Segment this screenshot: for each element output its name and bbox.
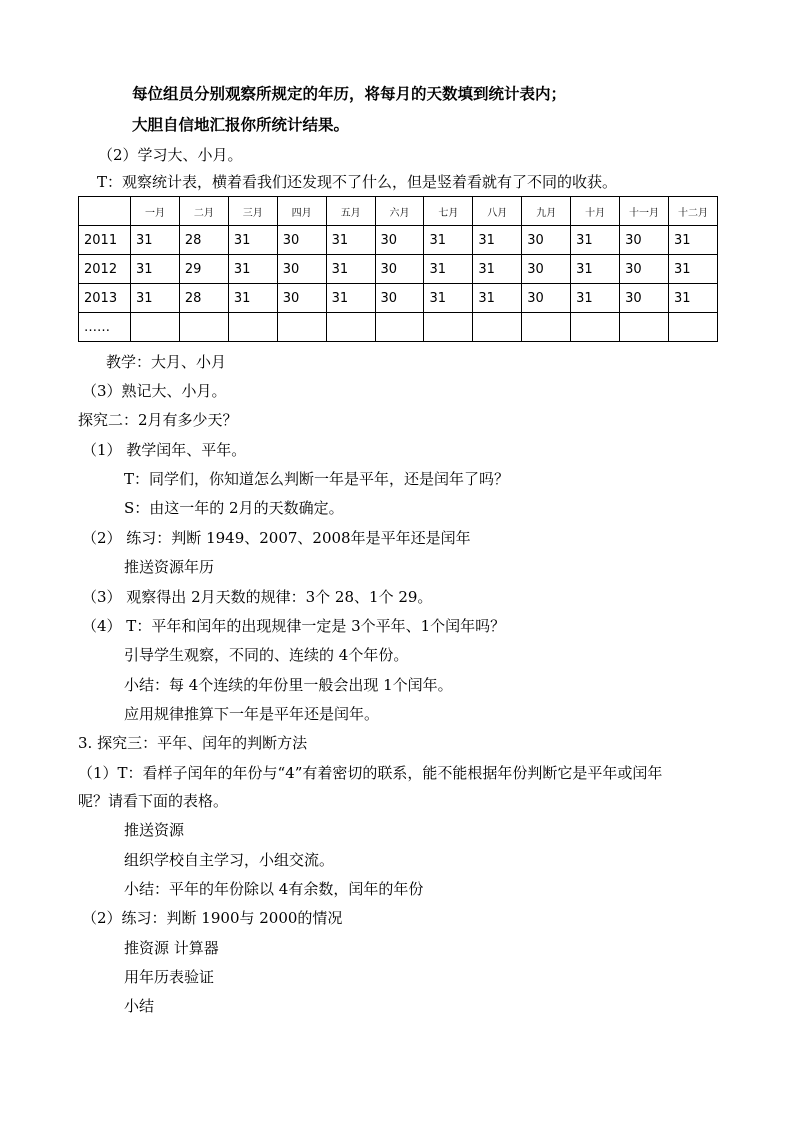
day-count-cell: 28: [179, 226, 228, 255]
month-header-cell: 四月: [277, 197, 326, 226]
day-count-cell: 31: [571, 255, 620, 284]
day-count-cell: 30: [375, 284, 424, 313]
day-count-cell: 31: [131, 255, 180, 284]
day-count-cell: 30: [620, 255, 669, 284]
text-line: 呢？请看下面的表格。: [78, 792, 229, 810]
day-count-cell: 31: [473, 226, 522, 255]
month-header-cell: 二月: [179, 197, 228, 226]
month-header-cell: 三月: [228, 197, 277, 226]
month-header-cell: 一月: [131, 197, 180, 226]
day-count-cell: [277, 313, 326, 342]
day-count-cell: 31: [668, 226, 717, 255]
month-header-cell: 五月: [326, 197, 375, 226]
day-count-cell: 31: [668, 255, 717, 284]
teacher-line: （1）T：看样子闰年的年份与“4”有着密切的联系，能不能根据年份判断它是平年或闰年: [78, 764, 663, 782]
day-count-cell: 30: [620, 284, 669, 313]
day-count-cell: [131, 313, 180, 342]
day-count-cell: [473, 313, 522, 342]
text-line: 用年历表验证: [124, 968, 215, 986]
text-line: 推送资源年历: [124, 558, 215, 576]
day-count-cell: 31: [326, 255, 375, 284]
day-count-cell: 30: [375, 226, 424, 255]
day-count-cell: 31: [473, 255, 522, 284]
year-cell: 2013: [79, 284, 131, 313]
table-row: [79, 284, 718, 313]
day-count-cell: 30: [620, 226, 669, 255]
summary-line: 小结：每 4个连续的年份里一般会出现 1个闰年。: [124, 676, 453, 694]
text-line: 应用规律推算下一年是平年还是闰年。: [124, 705, 380, 723]
step-heading: （3） 观察得出 2月天数的规律：3个 28、1个 29。: [82, 588, 433, 606]
day-count-cell: 31: [668, 284, 717, 313]
day-count-cell: 31: [571, 226, 620, 255]
table-row: [79, 226, 718, 255]
day-count-cell: 30: [522, 255, 571, 284]
text-line: 组织学校自主学习，小组交流。: [124, 851, 335, 869]
teacher-line: T：观察统计表，横着看我们还发现不了什么，但是竖着看就有了不同的收获。: [97, 173, 618, 191]
table-corner-cell: [79, 197, 131, 226]
table-row: [79, 255, 718, 284]
day-count-cell: [179, 313, 228, 342]
day-count-cell: [424, 313, 473, 342]
step-heading: （3）熟记大、小月。: [82, 382, 227, 400]
day-count-cell: 31: [473, 284, 522, 313]
day-count-cell: 30: [277, 255, 326, 284]
step-heading: （4） T：平年和闰年的出现规律一定是 3个平年、1个闰年吗？: [82, 617, 506, 635]
day-count-cell: 28: [179, 284, 228, 313]
day-count-cell: 30: [522, 284, 571, 313]
day-count-cell: [522, 313, 571, 342]
day-count-cell: [668, 313, 717, 342]
month-header-cell: 九月: [522, 197, 571, 226]
section-heading: 探究二：2月有多少天？: [78, 411, 238, 429]
day-count-cell: 31: [326, 284, 375, 313]
day-count-cell: [620, 313, 669, 342]
month-header-cell: 十二月: [668, 197, 717, 226]
month-header-cell: 七月: [424, 197, 473, 226]
text-line: 教学：大月、小月: [106, 353, 227, 371]
group-task-line: 每位组员分别观察所规定的年历，将每月的天数填到统计表内；: [132, 84, 567, 103]
day-count-cell: 31: [424, 226, 473, 255]
summary-line: 小结：平年的年份除以 4有余数，闰年的年份: [124, 880, 424, 898]
day-count-cell: 31: [228, 226, 277, 255]
day-count-cell: [326, 313, 375, 342]
day-count-cell: 31: [326, 226, 375, 255]
step-heading: （1） 教学闰年、平年。: [82, 441, 247, 459]
step-heading: （2）练习：判断 1900与 2000的情况: [82, 909, 343, 927]
day-count-cell: 29: [179, 255, 228, 284]
month-header-cell: 六月: [375, 197, 424, 226]
text-line: 引导学生观察，不同的、连续的 4个年份。: [124, 646, 409, 664]
summary-line: 小结: [124, 997, 155, 1015]
step-heading: （2） 练习：判断 1949、2007、2008年是平年还是闰年: [82, 529, 471, 547]
day-count-cell: 31: [424, 255, 473, 284]
year-cell: 2011: [79, 226, 131, 255]
step-heading: （2）学习大、小月。: [98, 146, 243, 164]
table-header-row: [79, 197, 718, 226]
day-count-cell: 30: [522, 226, 571, 255]
day-count-cell: 31: [228, 255, 277, 284]
day-count-cell: 30: [277, 284, 326, 313]
day-count-cell: 31: [424, 284, 473, 313]
day-count-cell: 31: [131, 284, 180, 313]
day-count-cell: 30: [277, 226, 326, 255]
student-line: S：由这一年的 2月的天数确定。: [124, 499, 344, 517]
day-count-cell: [228, 313, 277, 342]
report-line: 大胆自信地汇报你所统计结果。: [132, 115, 350, 134]
text-line: 推送资源: [124, 821, 185, 839]
day-count-cell: 30: [375, 255, 424, 284]
section-heading: 3. 探究三：平年、闰年的判断方法: [78, 734, 308, 752]
month-days-table: [78, 196, 718, 342]
day-count-cell: [375, 313, 424, 342]
day-count-cell: [571, 313, 620, 342]
day-count-cell: 31: [228, 284, 277, 313]
month-header-cell: 十一月: [620, 197, 669, 226]
table-row: [79, 313, 718, 342]
day-count-cell: 31: [131, 226, 180, 255]
year-cell: 2012: [79, 255, 131, 284]
text-line: 推资源 计算器: [124, 939, 219, 957]
month-header-cell: 十月: [571, 197, 620, 226]
year-cell: ……: [79, 313, 131, 342]
month-header-cell: 八月: [473, 197, 522, 226]
teacher-line: T：同学们，你知道怎么判断一年是平年，还是闰年了吗？: [124, 470, 510, 488]
day-count-cell: 31: [571, 284, 620, 313]
